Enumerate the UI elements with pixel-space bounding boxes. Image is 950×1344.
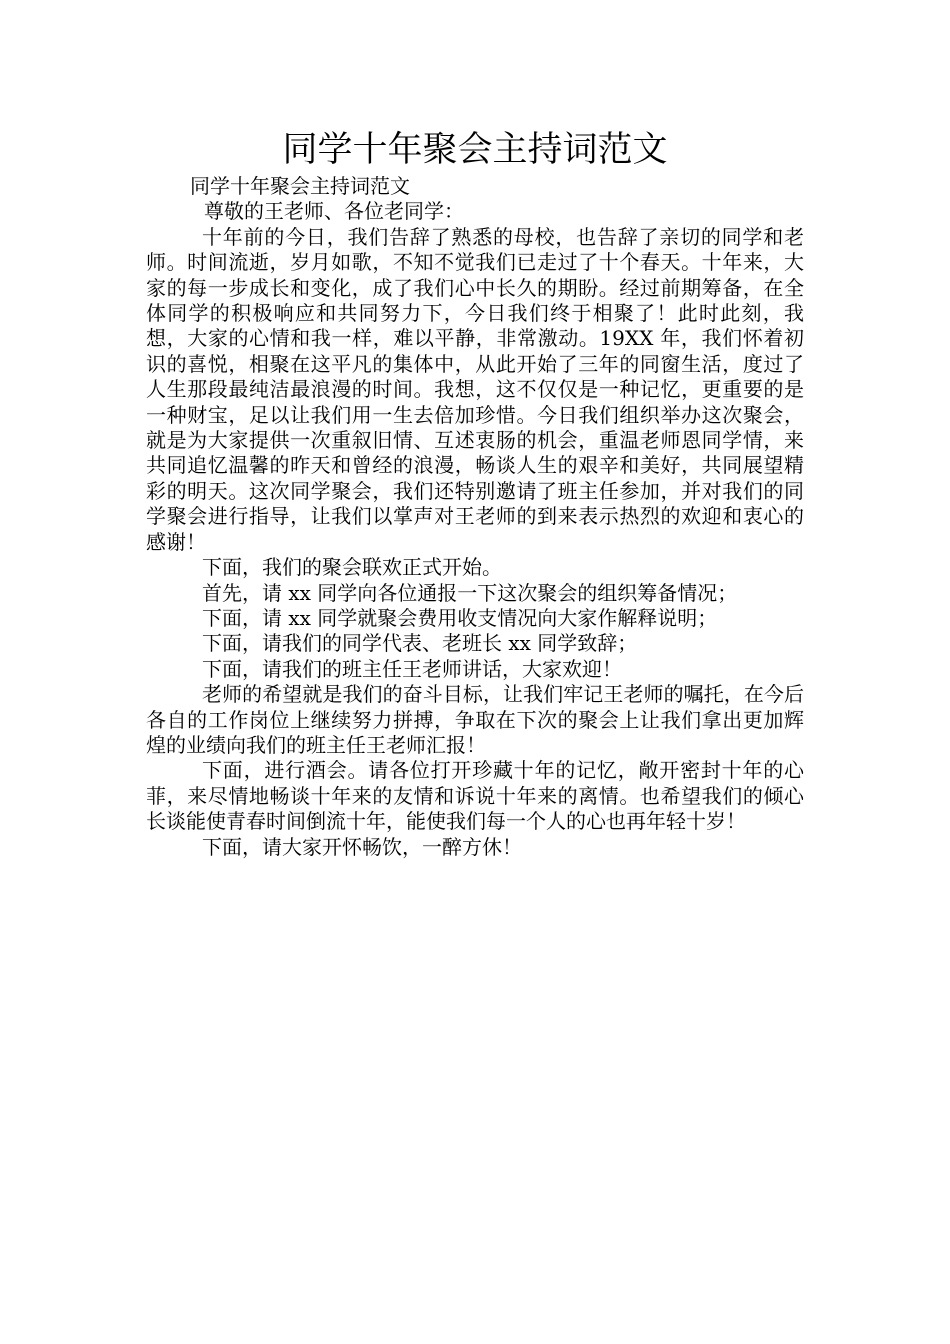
body-paragraph: 下面，进行酒会。请各位打开珍藏十年的记忆，敞开密封十年的心菲，来尽情地畅谈十年来的友情和诉说十年来的离情。也希望我们的倾心长谈能使青春时间倒流十年，能使我们每一个人的心也再年轻十岁！ [146, 758, 804, 834]
body-paragraph: 十年前的今日，我们告辞了熟悉的母校，也告辞了亲切的同学和老师。时间流逝，岁月如歌，不知不觉我们已走过了十个春天。十年来，大家的每一步成长和变化，成了我们心中长久的期盼。经过前期筹备，在全体同学的积极响应和共同努力下，今日我们终于相聚了！此时此刻，我想，大家的心情和我一样，难以平静，非常激动。19XX 年，我们怀着初识的喜悦，相聚在这平凡的集体中，从此开始了三年的同窗生活，度过了人生那段最纯洁最浪漫的时间。我想，这不仅仅是一种记忆，更重要的是一种财宝，足以让我们用一生去倍加珍惜。今日我们组织举办这次聚会，就是为大家提供一次重叙旧情、互述衷肠的机会，重温老师恩同学情，来共同追忆温馨的昨天和曾经的浪漫，畅谈人生的艰辛和美好，共同展望精彩的明天。这次同学聚会，我们还特别邀请了班主任参加，并对我们的同学聚会进行指导，让我们以掌声对王老师的到来表示热烈的欢迎和衷心的感谢！ [146, 224, 804, 554]
body-paragraph: 下面，请大家开怀畅饮，一醉方休！ [202, 834, 522, 859]
body-paragraph: 首先，请 xx 同学向各位通报一下这次聚会的组织筹备情况； [202, 580, 738, 605]
document-title: 同学十年聚会主持词范文 [282, 130, 668, 170]
greeting-line: 尊敬的王老师、各位老同学： [204, 199, 464, 224]
document-subtitle: 同学十年聚会主持词范文 [190, 174, 410, 198]
body-paragraph: 下面，我们的聚会联欢正式开始。 [202, 555, 502, 580]
body-paragraph: 下面，请 xx 同学就聚会费用收支情况向大家作解释说明； [202, 605, 718, 630]
document-body [146, 174, 804, 860]
body-paragraph: 下面，请我们的同学代表、老班长 xx 同学致辞； [202, 631, 638, 656]
body-paragraph: 老师的希望就是我们的奋斗目标，让我们牢记王老师的嘱托，在今后各自的工作岗位上继续努力拼搏，争取在下次的聚会上让我们拿出更加辉煌的业绩向我们的班主任王老师汇报！ [146, 682, 804, 757]
body-paragraph: 下面，请我们的班主任王老师讲话，大家欢迎！ [202, 656, 622, 681]
